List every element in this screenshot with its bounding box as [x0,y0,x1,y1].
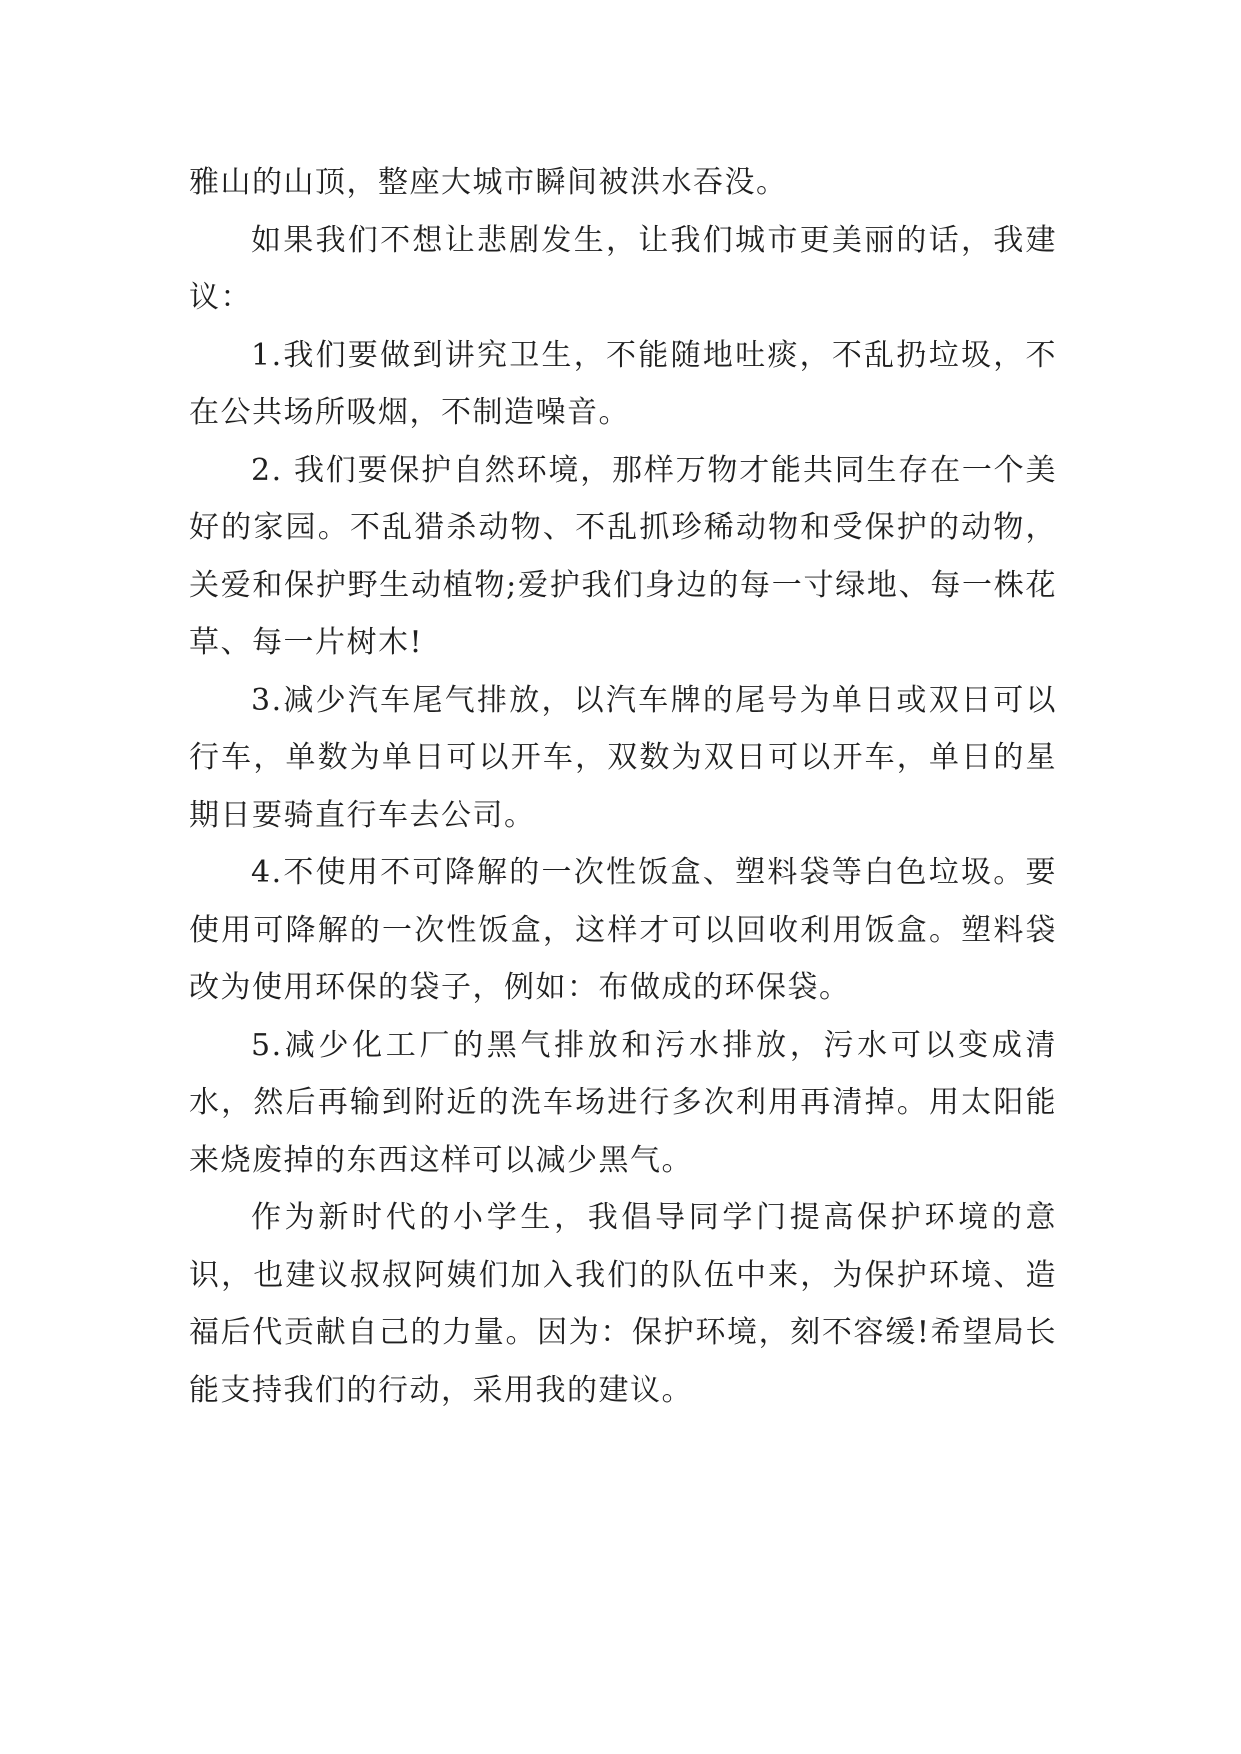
paragraph-conclusion: 作为新时代的小学生，我倡导同学门提高保护环境的意识，也建议叔叔阿姨们加入我们的队伍中来，为保护环境、造福后代贡献自己的力量。因为：保护环境，刻不容缓!希望局长能支持我们的行动，采用我的建议。 [189,1200,1057,1408]
document-body [189,154,1057,1419]
paragraph-suggestion-3: 3.减少汽车尾气排放，以汽车牌的尾号为单日或双日可以行车，单数为单日可以开车，双数为双日可以开车，单日的星期日要骑直行车去公司。 [189,682,1057,833]
paragraph-proposal-intro: 如果我们不想让悲剧发生，让我们城市更美丽的话，我建议： [189,222,1057,315]
paragraph-suggestion-2: 2. 我们要保护自然环境，那样万物才能共同生存在一个美好的家园。不乱猎杀动物、不乱抓珍稀动物和受保护的动物，关爱和保护野生动植物;爱护我们身边的每一寸绿地、每一株花草、每一片树木! [189,452,1057,660]
paragraph-suggestion-5: 5.减少化工厂的黑气排放和污水排放，污水可以变成清水，然后再输到附近的洗车场进行多次利用再清掉。用太阳能来烧废掉的东西这样可以减少黑气。 [189,1027,1057,1178]
paragraph-suggestion-1: 1.我们要做到讲究卫生，不能随地吐痰，不乱扔垃圾，不在公共场所吸烟，不制造噪音。 [189,337,1057,430]
paragraph-suggestion-4: 4.不使用不可降解的一次性饭盒、塑料袋等白色垃圾。要使用可降解的一次性饭盒，这样才可以回收利用饭盒。塑料袋改为使用环保的袋子，例如：布做成的环保袋。 [189,855,1057,1005]
paragraph-continuation: 雅山的山顶，整座大城市瞬间被洪水吞没。 [189,165,788,200]
